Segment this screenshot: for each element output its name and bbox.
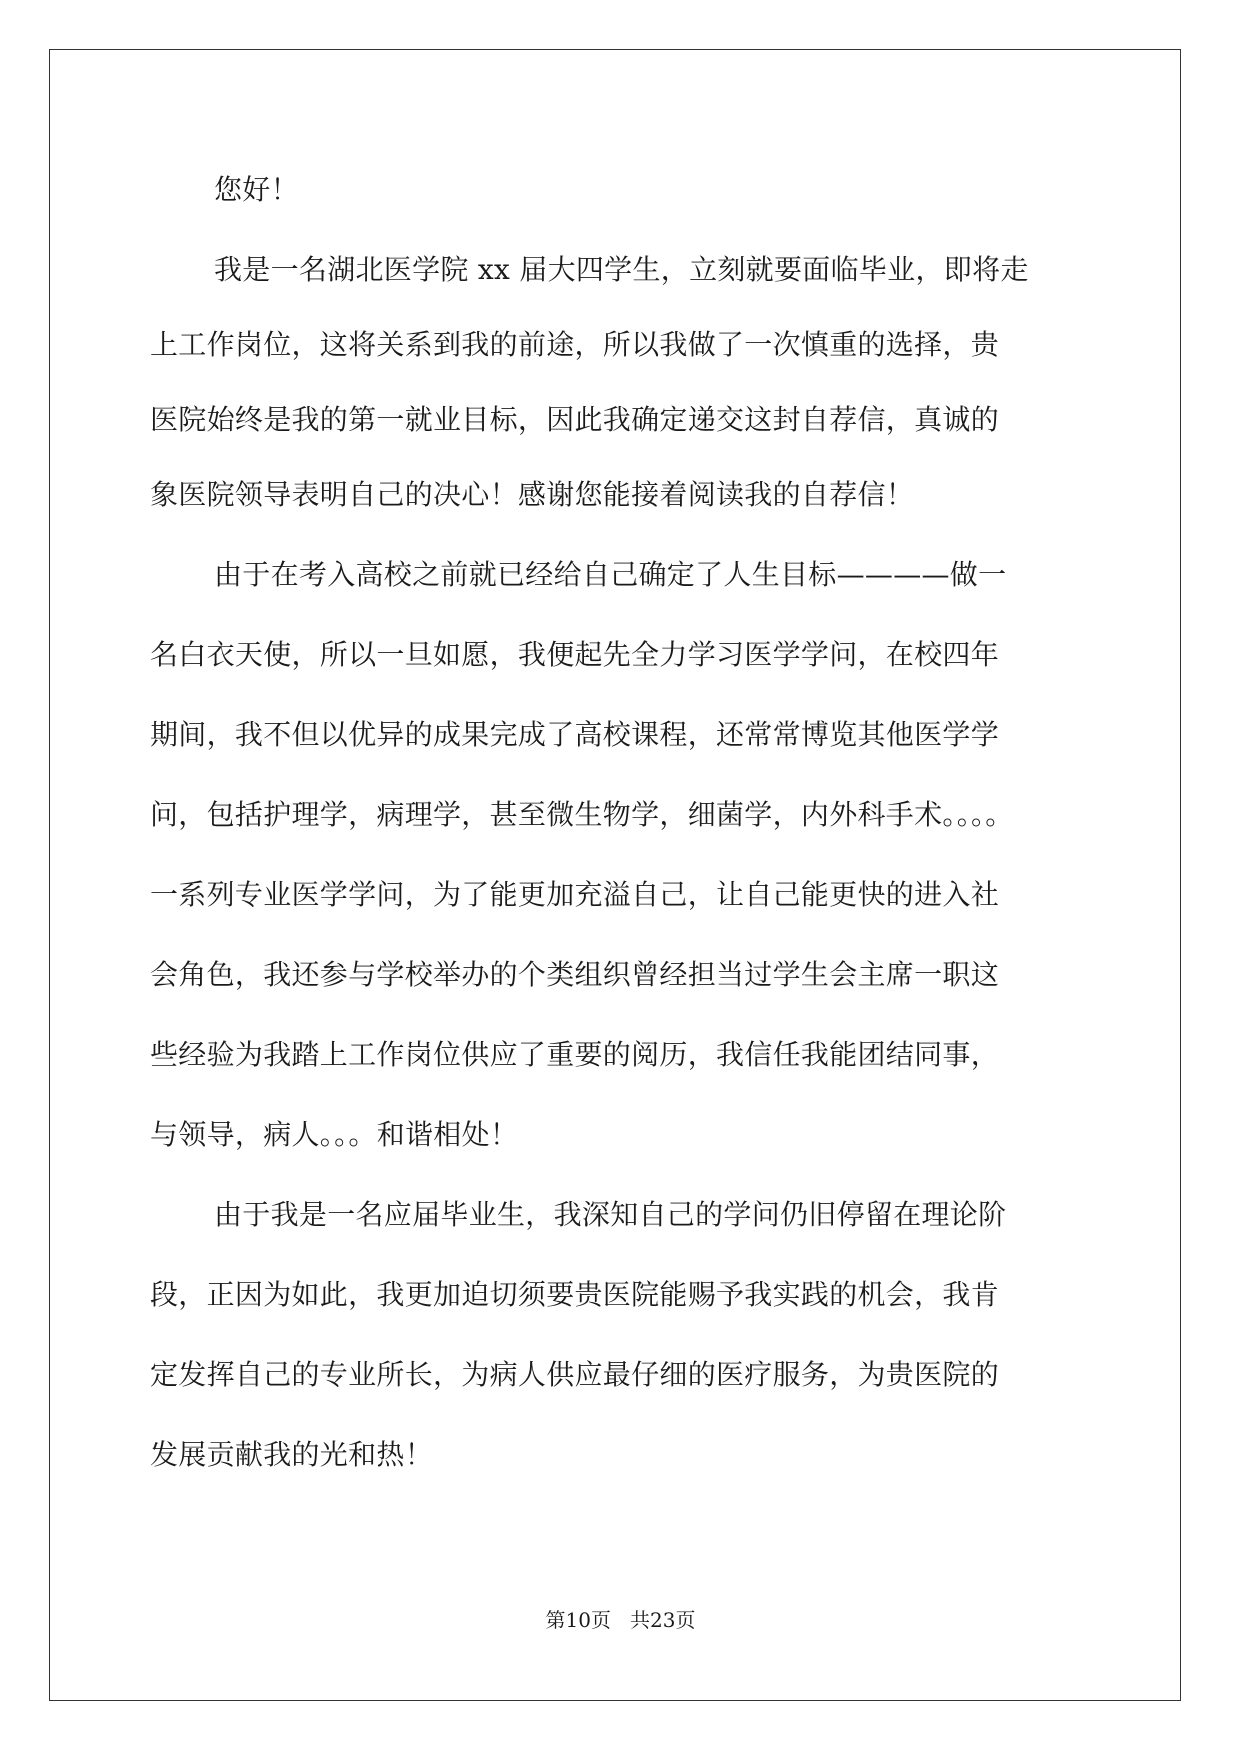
paragraph-line: 与领导，病人。。。和谐相处！: [150, 1118, 519, 1151]
paragraph-line: 问，包括护理学，病理学，甚至微生物学，细菌学，内外科手术。。。。: [150, 798, 1014, 831]
page-number: 第10页: [545, 1608, 611, 1632]
paragraph-line: 期间，我不但以优异的成果完成了高校课程，还常常博览其他医学学: [150, 718, 1000, 751]
paragraph-line: 发展贡献我的光和热！: [150, 1438, 434, 1471]
page-total: 共23页: [630, 1608, 696, 1632]
greeting: 您好！: [214, 173, 299, 206]
paragraph-line: 段，正因为如此，我更加迫切须要贵医院能赐予我实践的机会，我肯: [150, 1278, 1000, 1311]
paragraph-line: 医院始终是我的第一就业目标，因此我确定递交这封自荐信，真诚的: [150, 403, 1000, 436]
page-footer: [0, 1604, 1241, 1633]
paragraph-line: 我是一名湖北医学院 xx 届大四学生，立刻就要面临毕业，即将走: [214, 253, 1029, 286]
paragraph-line: 由于在考入高校之前就已经给自己确定了人生目标————做一: [214, 558, 1007, 591]
paragraph-line: 上工作岗位，这将关系到我的前途，所以我做了一次慎重的选择，贵: [150, 328, 1000, 361]
paragraph-line: 名白衣天使，所以一旦如愿，我便起先全力学习医学学问，在校四年: [150, 638, 1000, 671]
paragraph-line: 象医院领导表明自己的决心！感谢您能接着阅读我的自荐信！: [150, 478, 915, 511]
paragraph-line: 些经验为我踏上工作岗位供应了重要的阅历，我信任我能团结同事，: [150, 1038, 1000, 1071]
paragraph-line: 会角色，我还参与学校举办的个类组织曾经担当过学生会主席一职这: [150, 958, 1000, 991]
paragraph-line: 由于我是一名应届毕业生，我深知自己的学问仍旧停留在理论阶: [214, 1198, 1007, 1231]
paragraph-line: 一系列专业医学学问，为了能更加充溢自己，让自己能更快的进入社: [150, 878, 1000, 911]
paragraph-line: 定发挥自己的专业所长，为病人供应最仔细的医疗服务，为贵医院的: [150, 1358, 1000, 1391]
